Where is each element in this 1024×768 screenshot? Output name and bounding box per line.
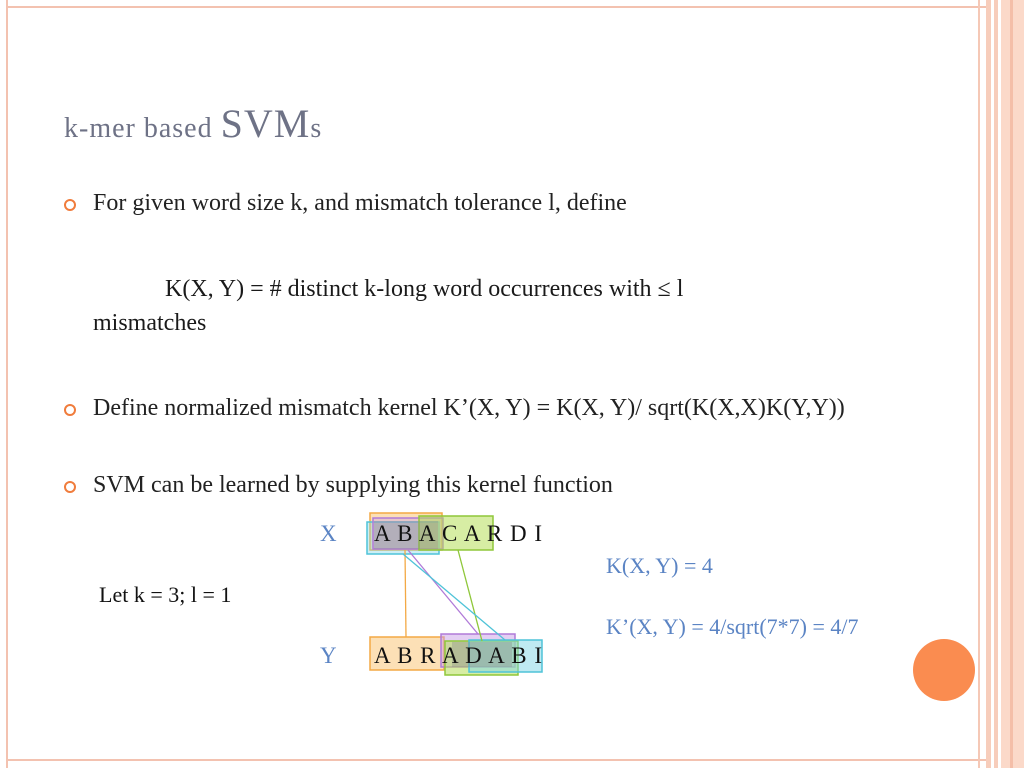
- bullet-text: For given word size k, and mismatch tolerance l, define: [93, 190, 627, 216]
- y-sequence: A B R A D A B I: [374, 643, 544, 668]
- match-line-purple: [408, 550, 478, 634]
- title-suffix: s: [310, 113, 323, 144]
- y-label: Y: [320, 643, 337, 668]
- formula-line-2: mismatches: [93, 310, 207, 336]
- kernel-value: K(X, Y) = 4: [606, 553, 713, 578]
- match-line-orange: [405, 550, 406, 637]
- title-small-caps: k-mer based: [64, 113, 221, 144]
- match-line-green: [458, 550, 482, 641]
- normalized-kernel-value: K’(X, Y) = 4/sqrt(7*7) = 4/7: [606, 614, 859, 639]
- bullet-text: Define normalized mismatch kernel K’(X, Y) = K(X, Y)/ sqrt(K(X,X)K(Y,Y)): [93, 395, 845, 421]
- bullet-text: SVM can be learned by supplying this kernel function: [93, 472, 613, 498]
- kmer-params: Let k = 3; l = 1: [99, 582, 232, 607]
- decorative-circle: [913, 639, 975, 701]
- title-large: SVM: [220, 101, 311, 146]
- formula-line-1: K(X, Y) = # distinct k-long word occurrences with ≤ l: [165, 276, 684, 302]
- x-sequence: A B A C A R D I: [374, 521, 544, 546]
- match-line-cyan: [403, 554, 505, 640]
- x-label: X: [320, 521, 337, 546]
